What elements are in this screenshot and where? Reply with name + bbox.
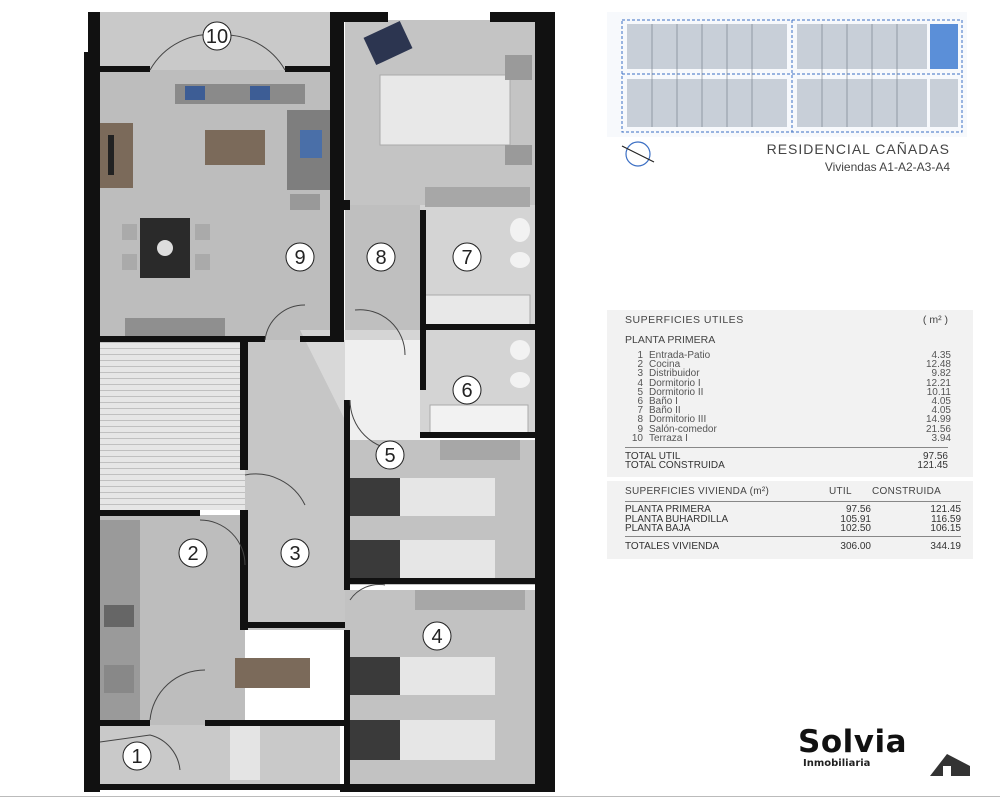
table-heading: SUPERFICIES UTILES bbox=[625, 314, 744, 326]
room-label-8 bbox=[367, 243, 395, 271]
room-label-2 bbox=[179, 539, 207, 567]
brand-logo-subtitle: Inmobiliaria bbox=[803, 758, 871, 769]
floor-section-title: PLANTA PRIMERA bbox=[625, 334, 716, 346]
room-label-3 bbox=[281, 539, 309, 567]
room-label-4 bbox=[423, 622, 451, 650]
room-label-10 bbox=[203, 22, 231, 50]
table-row bbox=[629, 434, 951, 443]
room-label-9 bbox=[286, 243, 314, 271]
room-name: Salón-comedor bbox=[649, 423, 717, 435]
util-value: 102.50 bbox=[840, 523, 871, 534]
room-name: Dormitorio III bbox=[649, 414, 707, 426]
room-name: Cocina bbox=[649, 359, 681, 371]
total-util-value: 306.00 bbox=[840, 541, 871, 552]
room-area: 9.82 bbox=[931, 368, 951, 380]
total-construida-row bbox=[625, 460, 948, 471]
site-key-map bbox=[607, 12, 967, 137]
floor-name: PLANTA BUHARDILLA bbox=[625, 514, 729, 525]
room-name: Distribuidor bbox=[649, 368, 700, 380]
highlighted-unit bbox=[930, 24, 958, 69]
total-construida-value: 121.45 bbox=[917, 460, 948, 471]
column-header-construida: CONSTRUIDA bbox=[872, 486, 942, 497]
useful-surfaces-table bbox=[607, 310, 973, 477]
column-header-util: UTIL bbox=[829, 486, 852, 497]
room-number: 2 bbox=[187, 543, 199, 565]
room-number: 4 bbox=[637, 377, 643, 389]
house-logo-icon bbox=[925, 748, 975, 778]
room-number: 8 bbox=[375, 247, 387, 269]
project-title: RESIDENCIAL CAÑADAS bbox=[766, 141, 950, 157]
room-name: Terraza I bbox=[649, 432, 688, 444]
total-construida-label: TOTAL CONSTRUIDA bbox=[625, 460, 725, 471]
room-area: 3.94 bbox=[931, 432, 951, 444]
table-heading: SUPERFICIES VIVIENDA (m²) bbox=[625, 486, 770, 497]
room-area: 12.21 bbox=[925, 377, 951, 389]
room-label-7 bbox=[453, 243, 481, 271]
room-area: 21.56 bbox=[925, 423, 951, 435]
construida-value: 116.59 bbox=[931, 514, 961, 525]
floor-name: PLANTA BAJA bbox=[625, 523, 691, 534]
room-number: 2 bbox=[637, 359, 643, 371]
room-area: 10.11 bbox=[926, 386, 951, 398]
floor-name: PLANTA PRIMERA bbox=[625, 504, 711, 515]
room-name: Baño II bbox=[649, 405, 681, 417]
total-util-label: TOTAL UTIL bbox=[625, 451, 681, 462]
util-value: 105.91 bbox=[840, 514, 871, 525]
table-row bbox=[625, 524, 961, 534]
total-construida-value: 344.19 bbox=[930, 541, 961, 552]
dwelling-surfaces-table bbox=[607, 481, 973, 559]
room-area: 4.05 bbox=[931, 405, 951, 417]
room-number: 7 bbox=[637, 405, 643, 417]
table-unit: ( m² ) bbox=[922, 314, 948, 326]
room-name: Entrada-Patio bbox=[649, 350, 711, 361]
total-util-value: 97.56 bbox=[922, 451, 948, 462]
room-label-1 bbox=[123, 742, 151, 770]
room-number: 6 bbox=[637, 395, 643, 407]
totals-row bbox=[625, 542, 961, 552]
room-number: 9 bbox=[294, 247, 306, 269]
room-label-5 bbox=[376, 441, 404, 469]
room-area: 12.48 bbox=[925, 359, 951, 371]
totals-label: TOTALES VIVIENDA bbox=[625, 541, 720, 552]
room-number: 4 bbox=[431, 626, 443, 648]
bottom-rule bbox=[0, 796, 1000, 797]
room-number: 6 bbox=[461, 380, 473, 402]
room-name: Dormitorio II bbox=[649, 386, 704, 398]
divider bbox=[625, 536, 961, 537]
room-number: 3 bbox=[637, 368, 643, 380]
room-number: 1 bbox=[131, 746, 143, 768]
room-number: 10 bbox=[631, 432, 643, 444]
room-number: 3 bbox=[289, 543, 301, 565]
util-value: 97.56 bbox=[845, 504, 871, 515]
divider bbox=[625, 447, 948, 448]
room-number: 10 bbox=[205, 26, 229, 48]
construida-value: 106.15 bbox=[930, 523, 961, 534]
room-number: 1 bbox=[637, 350, 643, 361]
room-label-6 bbox=[453, 376, 481, 404]
room-name: Dormitorio I bbox=[649, 377, 701, 389]
room-area: 4.35 bbox=[931, 350, 951, 361]
room-area: 4.05 bbox=[931, 395, 951, 407]
room-number: 5 bbox=[384, 445, 396, 467]
project-subtitle: Viviendas A1-A2-A3-A4 bbox=[824, 160, 950, 174]
divider bbox=[625, 501, 961, 502]
room-number: 5 bbox=[637, 386, 643, 398]
room-number: 7 bbox=[461, 247, 473, 269]
room-area-list bbox=[629, 351, 951, 443]
construida-value: 121.45 bbox=[930, 504, 961, 515]
room-number: 9 bbox=[637, 423, 643, 435]
room-area: 14.99 bbox=[925, 414, 951, 426]
room-name: Baño I bbox=[649, 395, 678, 407]
room-number: 8 bbox=[637, 414, 643, 426]
brand-logo-name: Solvia bbox=[798, 724, 908, 760]
